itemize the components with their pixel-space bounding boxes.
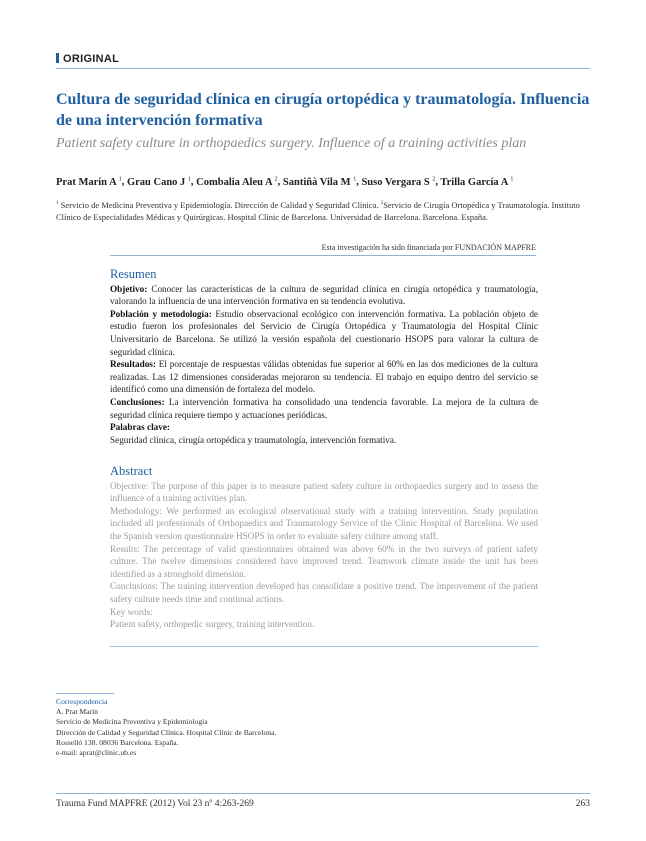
abstract-objective: Objective: The purpose of this paper is to measure patient safety culture in orthopaedics surgery and to assess the influence of a training activities plan. [110,480,538,504]
resumen-metodologia: Población y metodología: Estudio observacional ecológico con intervención formativa. La población objeto de estudio fueron los profesionales del Servicio de Cirugía Ortopédica y Traumatología del Hospital Clínic Universitario de Barcelona. Se utilizó la versión española del cuestionario HSOPS para valorar la cultura de seguridad clínica. [110,308,538,357]
correspondence-line: Dirección de Calidad y Seguridad Clínica. Hospital Clínic de Barcelona. [56,727,277,737]
section-marker [56,53,59,63]
abstract-keywords: Patient safety, orthopedic surgery, training intervention. [110,619,315,630]
resumen-keywords: Seguridad clínica, cirugía ortopédica y traumatología, intervención formativa. [110,434,397,445]
correspondence-heading: Correspondencia [56,697,108,706]
section-tag-label: ORIGINAL [63,53,120,65]
abstract-results: Results: The percentage of valid questionnaires obtained was above 60% in the two surveys of patient safety culture. The twelve dimensions considered have improved trend. Teamwork climate inside the unit has been identified as a stronghold dimension. [110,543,538,579]
abstract-keywords-label: Key words: [110,606,153,617]
author: Santiñà Vila M $^1$ [282,176,357,188]
abstract-heading: Abstract [110,464,153,478]
resumen-section [110,268,538,446]
correspondence-email: e-mail: aprat@clinic.ub.es [56,748,137,758]
resumen-conclusiones: Conclusiones: La intervención formativa ha consolidado una tendencia favorable. La mejora de la cultura de seguridad clínica requiere tiempo y actuaciones periódicas. [110,396,538,420]
affiliations: $^1$ Servicio de Medicina Preventiva y Epidemiología. Dirección de Calidad y Seguridad Clínica. $^2$Servicio de Cirugía Ortopédica y Traumatología. Instituto Clínico de Especialidades Médicas y Quirúrgicas. Hospital Clínic de Barcelona. Universidad de Barcelona. Barcelona. España. [56,199,580,222]
author: Suso Vergara S $^2$ [361,176,436,188]
journal-citation: Trauma Fund MAPFRE (2012) Vol 23 nº 4:263-269 [56,799,254,809]
article-title-english: Patient safety culture in orthopaedics surgery. Influence of a training activities plan [56,136,527,151]
author: Grau Cano J $^1$ [126,176,191,188]
correspondence-line: A. Prat Marín [56,707,98,717]
resumen-keywords-label: Palabras clave: [110,422,170,433]
author: Combalia Aleu A $^2$ [196,176,278,188]
author-list: Prat Marín A $^1$, Grau Cano J $^1$, Combalia Aleu A $^2$, Santiñà Vila M $^1$, Suso Vergara S $^2$, Trilla García A $^1$ [56,176,514,188]
footer-divider [56,793,590,794]
funding-note: Esta investigación ha sido financiada por FUNDACIÓN MAPFRE [110,243,536,256]
author: Trilla García A $^1$ [440,176,514,188]
correspondence [56,697,276,758]
resumen-resultados: Resultados: El porcentaje de respuestas válidas obtenidas fue superior al 60% en las dos mediciones de la cultura realizadas. Las 12 dimensiones consideradas mejoraron su tendencia. El trabajo en equipo dentro del servicio se identificó como una dimensión de fortaleza del modelo. [110,359,538,395]
resumen-heading: Resumen [110,267,157,281]
correspondence-divider [56,693,114,694]
abstract-conclusions: Conclusions: The training intervention developed has consolidate a positive trend. The improvement of the patient safety culture needs time and continual actions. [110,581,538,604]
section-tag [56,53,119,65]
abstract-divider [110,646,538,647]
author: Prat Marín A $^1$ [56,176,122,188]
article-title-spanish: Cultura de seguridad clínica en cirugía ortopédica y traumatología. Influencia de una intervención formativa [56,91,590,129]
page-number: 263 [575,799,590,809]
abstract-methodology: Methodology: We performed an ecological observational study with a training intervention. Study population included all professionals of Orthopaedics and Traumatology Service of the Clinic Hospital of Barcelona. We used the Spanish version questionnaire HSOPS in order to evaluate safety culture among staff. [110,505,538,541]
correspondence-line: Rosselló 138. 08036 Barcelona. España. [56,737,179,747]
top-divider [56,68,590,69]
correspondence-line: Servicio de Medicina Preventiva y Epidemiología [56,717,208,727]
resumen-objetivo: Objetivo: Conocer las características de la cultura de seguridad clínica en cirugía ortopédica y traumatología, valorando la influencia de una intervención formativa en su tendencia evolutiva. [110,283,538,307]
abstract-section [110,465,538,631]
